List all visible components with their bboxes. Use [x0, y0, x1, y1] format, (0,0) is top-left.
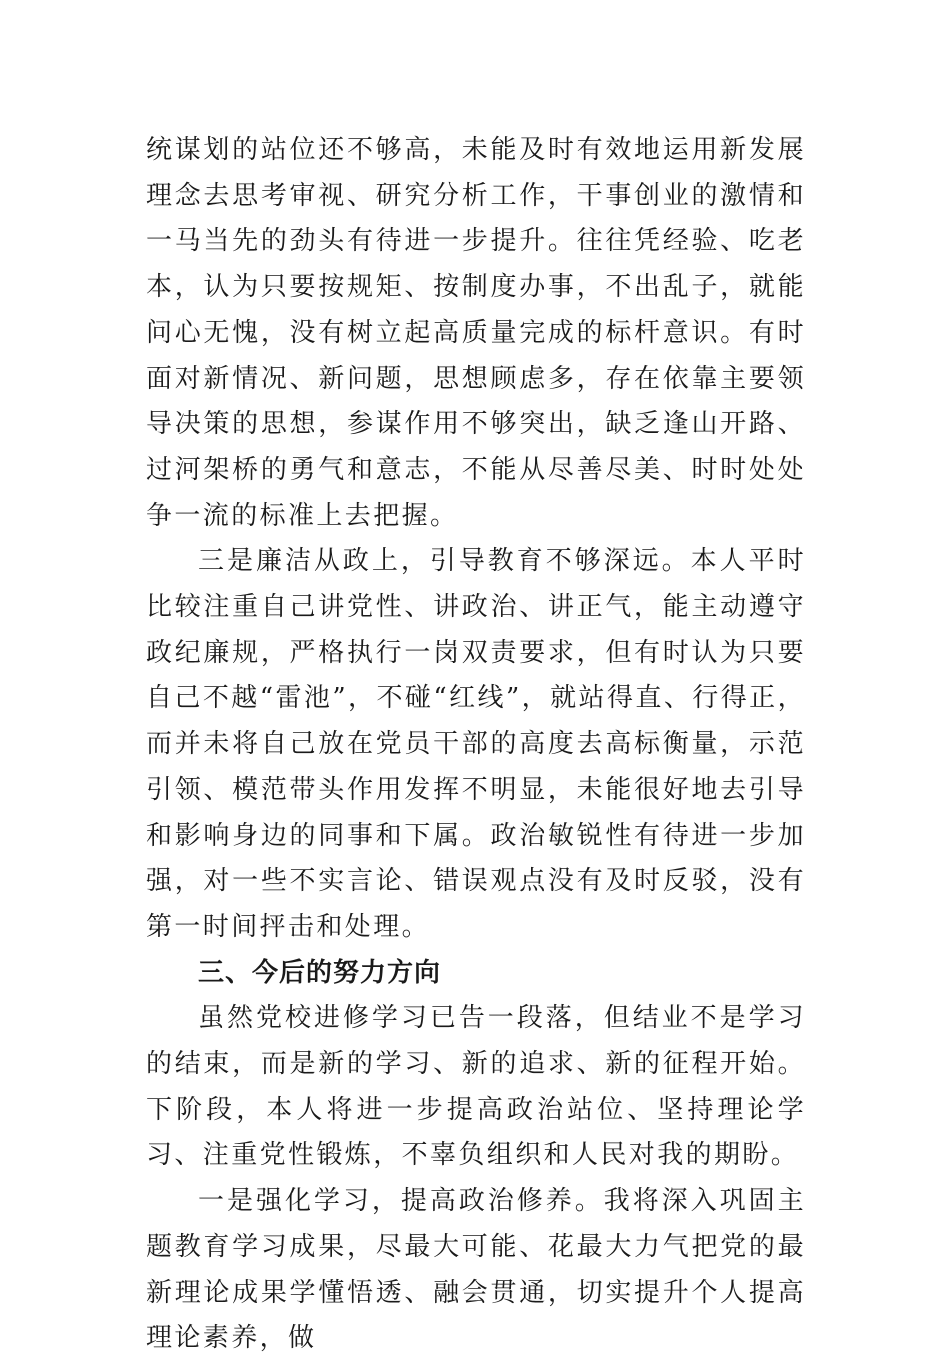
- paragraph-intro: 虽然党校进修学习已告一段落，但结业不是学习的结束，而是新的学习、新的追求、新的征程开始。下阶段，本人将进一步提高政治站位、坚持理论学习、注重党性锻炼，不辜负组织和人民对我的期盼。: [146, 1003, 806, 1171]
- paragraph-integrity: 三是廉洁从政上，引导教育不够深远。本人平时比较注重自己讲党性、讲政治、讲正气，能主动遵守政纪廉规，严格执行一岗双责要求，但有时认为只要自己不越“雷池”，不碰“红线”，就站得直、行得正，而并未将自己放在党员干部的高度去高标衡量，示范引领、模范带头作用发挥不明显，未能很好地去引导和影响身边的同事和下属。政治敏锐性有待进一步加强，对一些不实言论、错误观点没有及时反驳，没有第一时间抨击和处理。: [146, 546, 806, 942]
- paragraph-continuation: 统谋划的站位还不够高，未能及时有效地运用新发展理念去思考审视、研究分析工作，干事创业的激情和一马当先的劲头有待进一步提升。往往凭经验、吃老本，认为只要按规矩、按制度办事，不出乱子，就能问心无愧，没有树立起高质量完成的标杆意识。有时面对新情况、新问题，思想顾虑多，存在依靠主要领导决策的思想，参谋作用不够突出，缺乏逢山开路、过河架桥的勇气和意志，不能从尽善尽美、时时处处争一流的标准上去把握。: [146, 135, 806, 531]
- section-heading: 三、今后的努力方向: [198, 957, 442, 988]
- paragraph-study: 一是强化学习，提高政治修养。我将深入巩固主题教育学习成果，尽最大可能、花最大力气把党的最新理论成果学懂悟透、融会贯通，切实提升个人提高理论素养，做: [146, 1186, 806, 1354]
- document-body: [146, 128, 806, 1362]
